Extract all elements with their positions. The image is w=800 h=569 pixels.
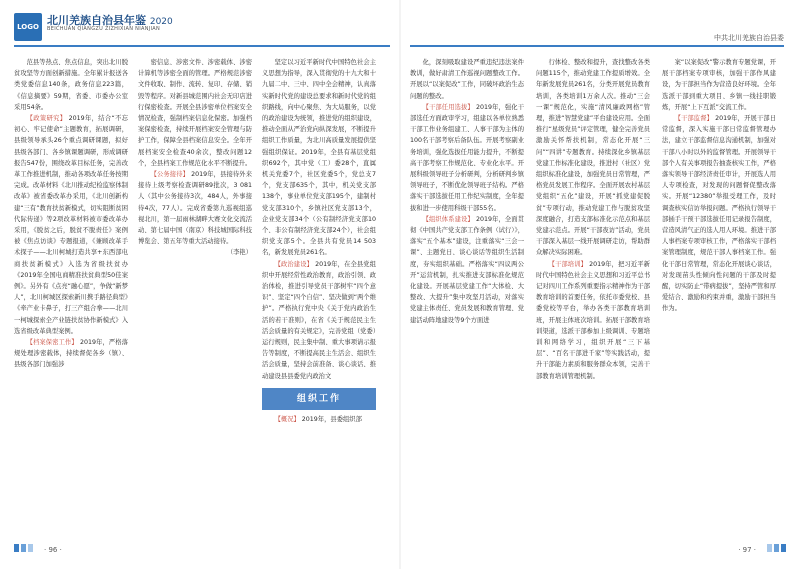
paragraph: 【组织体系建设】 2019年，全面贯彻《中国共产党支部工作条例（试行）》，落实“五个基本”建设，注重落实“三会一课”、主题党日、谈心谈话等组织生活制度，夯实组织基础。严格落实“四议两公开”运营机制，扎实推进支部标准化规范化建设。开展基层党建工作“大体检、大整改、大提升”集中攻坚月活动，对落实党建主体责任、党员发展和教育管理、党建活动阵地建设等9个方面进 <box>410 215 524 324</box>
paragraph: 【公务接待】 2019年，县接待外来接待上级考察检查调研89批次，3 081人（其中公务接待3次，484人，外事接待4次，77人）。完成省委第九巡视组巡视北川，第一届雨林湖畔大赛文化交流活动、第七届中国（南京）科技城国际科技博览会、第五年等重大活动接待。 <box>138 171 252 246</box>
paragraph: 案“以案促改”警示教育专题党课，开展干部档案专项审核，加强干部作风建设，为干部担当作为营造良好环境。全年选派干部到重大项目、乡镇一线挂职锻炼，开展“上下互派”交流工作。 <box>662 59 776 111</box>
right-column-2 <box>536 57 650 512</box>
section-keyword: 【公务接待】 <box>150 171 190 179</box>
left-column-3 <box>262 57 376 512</box>
page-number-left: · 96 · <box>44 546 62 554</box>
header-rule-right <box>410 45 784 47</box>
section-keyword: 【干部任用选拔】 <box>422 103 474 111</box>
paragraph: 密信息、涉密文件、涉密载体、涉密计算机等涉密全面的管理。严格规范涉密文件收取、制作、流转、复印、存储、销毁等程序。对新县城范围内社会无印店进行保密检查。开展全县涉密单位档案安全情况检查，强制档案信息化保密。加强档案保密检查，持续开展档案安全管理与防护工作，保障全县档案信息安全。全年开展档案安全检查40余次，整改问题12个，全县档案工作规范化水平不断提升。 <box>138 59 252 167</box>
section-keyword: 【政治建设】 <box>274 260 314 268</box>
paragraph: 坚定以习近平新时代中国特色社会主义思想为指导，深入贯彻党的十九大和十九届二中、三中、四中全会精神，认真落实新时代党的建设总要求和新时代党的组织路线，向中心聚焦、为大局服务，以党的政治建设为统领，推进党的组织建设，推动全面从严治党向纵深发展，不断提升组织工作质量，为北川高质量发展提供坚强组织保证。2019年，全县有基层党组织692个，其中党（工）委28个，直属机关党委7个，社区党委5个，党总支7个，党支部635个，其中，机关党支部138个，事业单位党支部195个，建制村党支部310个，乡镇社区党支部13个，企业党支部34个（公有制经济党支部10个、非公有制经济党支部24个），社会组织党支部5个。全县共有党员14 503名，新发展党员261名。 <box>262 59 376 257</box>
right-column-3 <box>662 57 776 512</box>
section-header: 中共北川羌族自治县委 <box>714 34 784 42</box>
paragraph: 【干部监督】 2019年，开展干部日常监督，深入实施干部日常监督管理办法，建立干部监督信息沟通机制，加强对干部八小时以外的监督管理。开展领导干部个人有关事项报告抽查核实工作，严格落实领导干部经济责任审计，开展选人用人专项检查，对发现的问题督促整改落实。开展“12380”举报受理工作，及时调查核实信访举报问题。严格执行领导干部插手干预干部选拔任用记录报告制度，营造风清气正的选人用人环境。推进干部人事档案专项审核工作，严格落实干部档案管理制度，规范干部人事档案工作。强化干部日常管理，常态化开展谈心谈话，对发现苗头性倾向性问题的干部及时提醒，切实防止“带病提拔”，坚持严管和厚爱结合、激励和约束并重，激励干部担当作为。 <box>662 115 776 313</box>
section-keyword: 【组织体系建设】 <box>422 215 474 223</box>
section-keyword: 【政策研究】 <box>26 115 67 123</box>
book-subtitle: BEICHUAN QIANGZU ZIZHIXIAN NIANJIAN <box>47 26 161 32</box>
author-signature: （李艳） <box>226 249 252 257</box>
page-stripe-right <box>756 541 786 555</box>
header-rule-left <box>14 45 390 47</box>
section-keyword: 【概况】 <box>274 415 300 423</box>
paragraph: 行体检、整改和提升，查找整改各类问题115个，推动党建工作提质增效。全年新发展党员261名，分类开展党员教育培训，各类培训1万余人次。推动“三会一课”规范化，实施“清风廉政网格”管理，推进“智慧党建”平台建设应用。全面推行“星级党员”评定管理，健全完善党员激励关怀帮扶机制，常态化开展“三问”“四讲”专题教育。持续深化乡镇基层党建工作标准化建设，推进村（社区）党组织标准化建设，加强党员日常管理，严格党员发展工作程序。全面开展农村基层党组织“五化”建设，开展“抓党建促脱贫”专项行动，推动党建工作与脱贫攻坚深度融合，打造支部标准化示范点和基层党建示范点。开展“干部夜访”活动，党员干部深入基层一线开展调研走访，帮助群众解决实际困难。 <box>536 59 650 257</box>
book-title-text: 北川羌族自治县年鉴 <box>47 14 146 27</box>
paragraph: 【档案保密工作】 2019年，严格落规处理涉密载体，持续督促各乡（镇）、县级各部门加强涉 <box>14 339 128 369</box>
paragraph: 【概况】 2019年，县委组织部 <box>274 415 362 423</box>
left-column-2 <box>138 57 252 512</box>
right-column-1 <box>410 57 524 512</box>
section-keyword: 【档案保密工作】 <box>26 339 78 347</box>
section-banner: 组织工作 <box>262 388 376 410</box>
book-year: 2020 <box>149 17 173 27</box>
page-stripe-left <box>14 541 44 555</box>
section-keyword: 【干部培训】 <box>548 260 588 268</box>
paragraph: 【干部培训】 2019年，把习近平新时代中国特色社会主义思想和习近平总书记对四川工作系列重要指示精神作为干部教育培训的首要任务，依托市委党校、县委党校等平台，举办各类干部教育培训班，开展主体班次培训。拓展干部教育培训渠道，选派干部参加上级调训、专题培训和网络学习，组织开展“三下基层”、“百名干部进千家”等实践活动，提升干部能力素质和服务群众本领，完善干部教育培训管理机制。 <box>536 260 650 380</box>
page-number-right: · 97 · <box>738 546 756 554</box>
yearbook-logo: LOGO <box>14 13 42 41</box>
paragraph: 化，深刻吸取建设严重违纪违法案件教训，做好肃清工作巡视问题整改工作。开展以“以案促改”工作，同破坏政治生态问题的整改。 <box>410 59 524 100</box>
paragraph: 范县等热点、焦点信息，突出北川脱贫攻坚等方面创新措施。全年累计报送各类党委信息140条，政务信息223篇，《信息摘要》59期，省委、市委办公室采用54条。 <box>14 59 128 111</box>
paragraph: 【政治建设】 2019年，在全县党组织中开展经常性政治教育，政治引领、政治体检，推进引导党员干部树牢“四个意识”、坚定“四个自信”、坚决做到“两个维护”。严格执行党中央《关于党内政治生活的若干准则》，在省《关于规范民主生活会质量的有关规定》，完善党组（党委）运行规则，民主集中制、重大事项请示报告等制度，不断提高民主生活会、组织生活会质量，坚持会前准备、谈心谈话、推动建设县县委党内政治文 <box>262 260 376 380</box>
paragraph: 【政策研究】 2019年，结合“不忘初心、牢记使命”主题教育，拓展调研，县级领导承头26个重点调研课题，拟好县级各部门、各乡镇课题调研，形成调研报告547份，围绕改革目标任务，完善改革工作推进机制，推动各项改革任务按期完成。改革材料《北川推动纪检监察体制改革》被省委改革办采用，《北川创新构建“三有”教育扶贫新模式，切实阻断贫困代际传递》等2项改革材料被市委改革办采用，《脱贫之后，脱贫不脱责任》案例被《焦点访谈》专题报道，《兼顾改革手术探子——北川柯城打造共享+东西部电商扶贫新模式》入选为省级扶贫办《2019年全国电商精准扶贫典型50佳案例》。另外有《点亮“融心愿”，争做“新梦人”，北川柯城区探索新川携手路径典型》《牵产业卡鼻子，打三产组合拳——北川一柯城探索全产业链扶贫协作新模式》入选省级改革典型案例。 <box>14 115 128 335</box>
section-keyword: 【干部监督】 <box>674 115 714 123</box>
paragraph: 【干部任用选拔】 2019年，强化干部选任方面政审学习，组建以各单位熟悉干部工作业务组建工、人事干部为主体的100名干部考察后备队伍。开展考察副业务培训，强化选拔任用能力提升，不断提高干部考察工作规范化、专业化水平。开展科级领导班子分析研判，分析研判乡镇领导班子，不断优化领导班子结构。严格落实干部选拔任用工作纪实制度，全年提拔和进一步使用科级干部55名。 <box>410 103 524 212</box>
left-column-1 <box>14 57 128 512</box>
